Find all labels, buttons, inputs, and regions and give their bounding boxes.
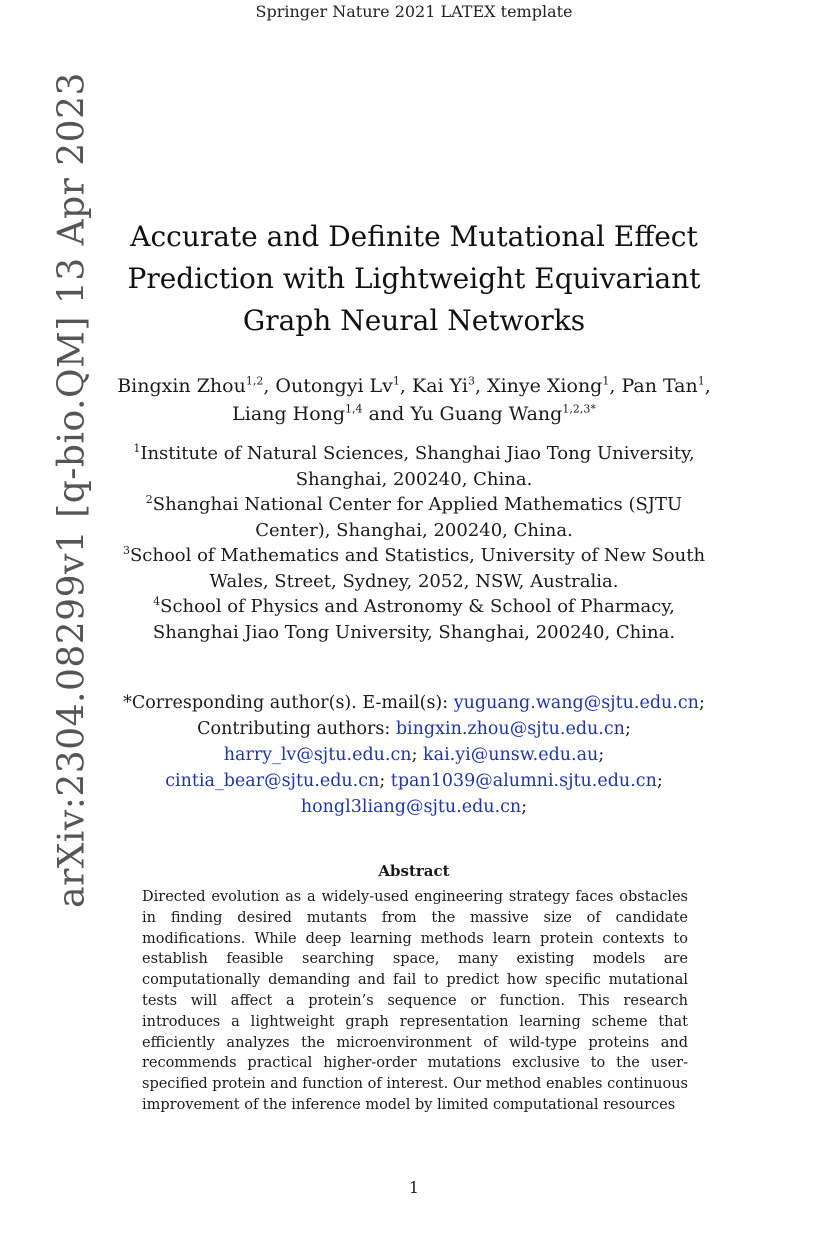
arxiv-identifier: arXiv:2304.08299v1 [q-bio.QM] 13 Apr 2023 <box>51 72 93 908</box>
email-link[interactable]: harry_lv@sjtu.edu.cn <box>223 745 412 765</box>
author: Xinye Xiong$^1$, <box>487 374 622 397</box>
title-line: Prediction with Lightweight Equivariant <box>127 262 701 295</box>
author: Bingxin Zhou$^{1,2}$, <box>117 374 276 397</box>
corresponding-label: *Corresponding author(s). E-mail(s): <box>123 693 454 713</box>
email-link[interactable]: bingxin.zhou@sjtu.edu.cn <box>395 719 625 739</box>
author: Liang Hong$^{1,4}$ and <box>232 402 411 425</box>
affiliation: $^4$School of Physics and Astronomy & School of Pharmacy, Shanghai Jiao Tong University, Shanghai, 200240, China. <box>152 595 676 643</box>
email-link[interactable]: cintia_bear@sjtu.edu.cn <box>165 771 380 791</box>
email-link[interactable]: kai.yi@unsw.edu.au <box>423 745 599 765</box>
affiliation-list <box>110 441 718 645</box>
title-line: Graph Neural Networks <box>242 304 586 337</box>
author: Kai Yi$^3$, <box>412 374 488 397</box>
abstract-body: Directed evolution as a widely-used engineering strategy faces obstacles in finding desired mutants from the massive size of candidate modifications. While deep learning methods learn protein contexts to establish feasible searching space, many existing models are computationally demanding and fail to predict how specific mutational tests will affect a protein’s sequence or function. This research introduces a lightweight graph representation learning scheme that efficiently analyzes the microenvironment of wild-type proteins and recommends practical higher-order mutations exclusive to the user-specified protein and function of interest. Our method enables continuous improvement of the inference model by limited computational resources <box>142 889 688 1113</box>
title-line: Accurate and Definite Mutational Effect <box>130 220 698 253</box>
contributing-label: Contributing authors: <box>197 719 396 739</box>
email-link[interactable]: tpan1039@alumni.sjtu.edu.cn <box>390 771 657 791</box>
affiliation: $^3$School of Mathematics and Statistics, University of New South Wales, Street, Sydney, 2052, NSW, Australia. <box>122 544 706 592</box>
paper-title <box>100 216 728 342</box>
corresponding-email-link[interactable]: yuguang.wang@sjtu.edu.cn <box>453 693 699 713</box>
page-number: 1 <box>408 1178 420 1197</box>
author: Pan Tan$^1$, <box>621 374 711 397</box>
affiliation: $^1$Institute of Natural Sciences, Shanghai Jiao Tong University, Shanghai, 200240, China. <box>133 442 695 490</box>
email-link[interactable]: hongl3liang@sjtu.edu.cn <box>300 797 522 817</box>
author: Yu Guang Wang$^{1,2,3*}$ <box>410 402 596 425</box>
running-head: Springer Nature 2021 LATEX template <box>255 2 573 21</box>
author: Outongyi Lv$^1$, <box>275 374 413 397</box>
abstract-heading: Abstract <box>378 862 450 880</box>
author-list <box>110 372 718 428</box>
correspondence-block: *Corresponding author(s). E-mail(s): yuguang.wang@sjtu.edu.cn; Contributing authors: bingxin.zhou@sjtu.edu.cn; harry_lv@sjtu.edu.cn; kai.yi@unsw.edu.au; cintia_bear@sjtu.edu.cn; tpan1039@alumni.sjtu.edu.cn; hongl3liang@sjtu.edu.cn; <box>123 693 705 817</box>
affiliation: $^2$Shanghai National Center for Applied Mathematics (SJTU Center), Shanghai, 200240, China. <box>145 493 683 541</box>
